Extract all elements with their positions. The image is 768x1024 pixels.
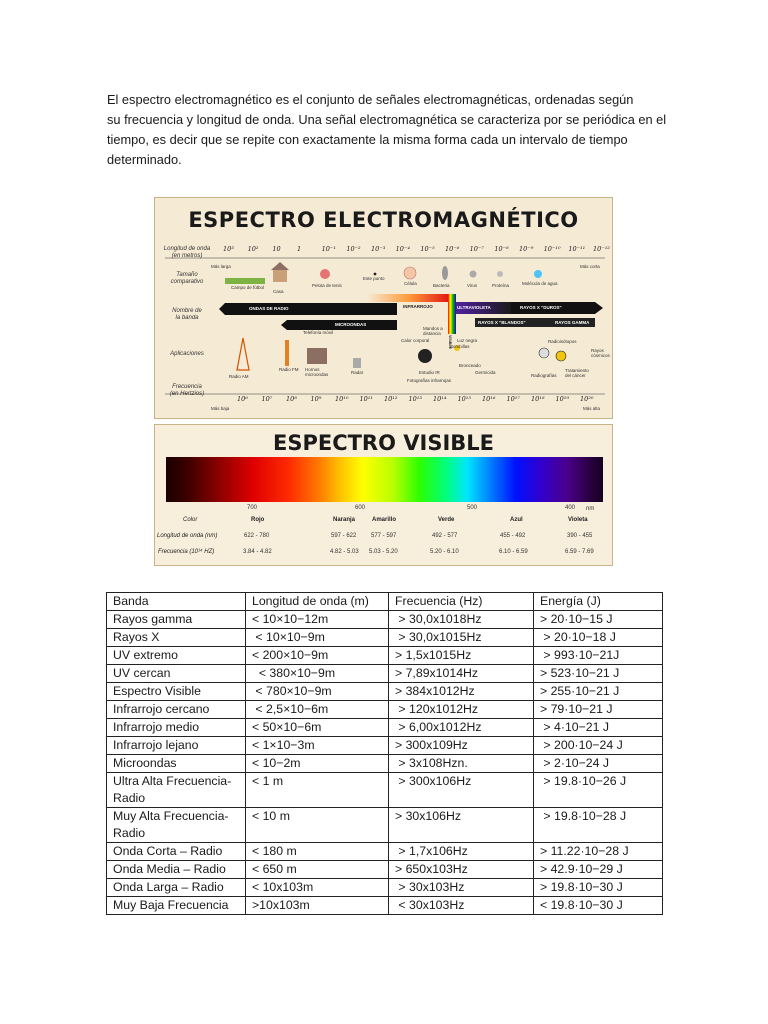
- wavelength-end-right: Más corta: [580, 264, 600, 269]
- row-label-line: Tamaño: [176, 272, 198, 278]
- table-cell: > 19.8·10−26 J: [534, 773, 663, 808]
- house-roof-icon: [271, 262, 289, 270]
- app-label: Radar: [351, 370, 364, 375]
- table-cell: > 20·10−18 J: [534, 629, 663, 647]
- header-cell: Longitud de onda (m): [246, 593, 389, 611]
- size-label: Casa: [273, 289, 284, 294]
- color-wavelength: 597 - 622: [331, 533, 357, 539]
- row-label-line: Frecuencia: [172, 384, 202, 390]
- table-cell: < 19.8·10−30 J: [534, 897, 663, 915]
- size-label: Molécula de agua: [522, 281, 558, 286]
- scale-tick: 400: [565, 505, 576, 511]
- em-figure-title: ESPECTRO ELECTROMAGNÉTICO: [188, 208, 579, 232]
- table-cell: > 200·10−24 J: [534, 737, 663, 755]
- app-label: Mandos a distancia: [423, 326, 443, 336]
- table-cell: < 1×10−3m: [246, 737, 389, 755]
- header-cell: Energía (J): [534, 593, 663, 611]
- bacteria-icon: [442, 266, 448, 280]
- frequency-tick-label: 10¹⁸: [531, 395, 545, 403]
- wavelength-tick-label: 10⁻⁹: [519, 245, 534, 253]
- app-label: Tratamiento del cáncer: [565, 368, 589, 378]
- band-radio: ONDAS DE RADIO: [249, 306, 289, 311]
- table-cell: > 30,0x1015Hz: [389, 629, 534, 647]
- color-name: Naranja: [333, 517, 356, 523]
- color-frequency: 3.84 - 4.82: [243, 549, 272, 555]
- table-row: [107, 755, 663, 773]
- header-cell: Frecuencia (Hz): [389, 593, 534, 611]
- color-wavelength: 455 - 492: [500, 533, 526, 539]
- table-cell: Espectro Visible: [107, 683, 246, 701]
- color-frequency: 6.10 - 6.59: [499, 549, 528, 555]
- table-cell: > 300x109Hz: [389, 737, 534, 755]
- wavelength-tick-label: 10⁻¹²: [593, 245, 610, 253]
- table-cell: > 650x103Hz: [389, 861, 534, 879]
- row-label-line: Aplicaciones: [170, 351, 204, 357]
- row-label-apps: [157, 351, 217, 358]
- header-cell: Banda: [107, 593, 246, 611]
- frequency-tick-label: 10¹⁵: [457, 395, 471, 403]
- fm-antenna-icon: [285, 340, 289, 366]
- row-label-wavelength-nm: Longitud de onda (nm): [157, 533, 218, 539]
- table-row: [107, 629, 663, 647]
- tennis-ball-icon: [320, 269, 330, 279]
- table-cell: > 300x106Hz: [389, 773, 534, 808]
- app-label: Telefonía móvil: [303, 330, 334, 335]
- table-cell: < 1 m: [246, 773, 389, 808]
- wavelength-tick-label: 10⁻³: [371, 245, 386, 253]
- scale-unit: nm: [586, 506, 595, 512]
- row-label-line: Nombre de: [172, 308, 202, 314]
- app-label: Radiografías: [531, 373, 557, 378]
- size-label: Virus: [467, 283, 478, 288]
- app-label: Germicida: [475, 370, 496, 375]
- water-molecule-icon: [534, 270, 542, 278]
- table-cell: >10x103m: [246, 897, 389, 915]
- table-row: [107, 701, 663, 719]
- scale-tick: 500: [467, 505, 478, 511]
- color-name: Violeta: [568, 517, 588, 523]
- table-cell: > 6,00x1012Hz: [389, 719, 534, 737]
- color-name: Rojo: [251, 517, 265, 523]
- table-cell: > 19.8·10−30 J: [534, 879, 663, 897]
- table-cell: > 120x1012Hz: [389, 701, 534, 719]
- table-cell: < 50×10−6m: [246, 719, 389, 737]
- dot-icon: [374, 273, 377, 276]
- wavelength-tick-label: 1: [297, 245, 302, 253]
- frequency-tick-label: 10¹⁷: [506, 395, 520, 403]
- table-cell: < 30x103Hz: [389, 897, 534, 915]
- table-cell: > 30,0x1018Hz: [389, 611, 534, 629]
- table-cell: Ultra Alta Frecuencia-Radio: [107, 773, 246, 808]
- table-cell: > 384x1012Hz: [389, 683, 534, 701]
- row-label-line: (en metros): [171, 253, 203, 259]
- table-cell: Onda Larga – Radio: [107, 879, 246, 897]
- band-visible: VISIBLE: [448, 335, 452, 349]
- frequency-tick-label: 10¹⁰: [335, 395, 349, 403]
- wavelength-tick-label: 10³: [223, 245, 234, 253]
- table-cell: UV extremo: [107, 647, 246, 665]
- table-cell: < 180 m: [246, 843, 389, 861]
- table-cell: < 200×10−9m: [246, 647, 389, 665]
- protein-icon: [497, 271, 503, 277]
- table-row: [107, 861, 663, 879]
- wavelength-tick-label: 10⁻²: [346, 245, 361, 253]
- app-label: Radio AM: [229, 374, 249, 379]
- frequency-end-left: Más baja: [211, 406, 230, 411]
- size-label: Este punto: [363, 276, 385, 281]
- scale-tick: 600: [355, 505, 366, 511]
- color-wavelength: 492 - 577: [432, 533, 458, 539]
- band-ultraviolet: ULTRAVIOLETA: [457, 305, 491, 310]
- table-cell: < 380×10−9m: [246, 665, 389, 683]
- color-name: Azul: [510, 517, 523, 523]
- wavelength-tick-label: 10⁻⁷: [469, 245, 484, 253]
- table-row: [107, 879, 663, 897]
- wavelength-tick-label: 10⁻¹: [321, 245, 336, 253]
- frequency-tick-label: 10²⁰: [580, 395, 594, 403]
- band-infrared: INFRARROJO: [403, 304, 433, 309]
- wavelength-tick-label: 10⁻¹⁰: [543, 245, 561, 253]
- radiography-icon: [539, 348, 549, 358]
- visible-spectrum-figure: [154, 424, 613, 566]
- frequency-tick-label: 10⁷: [261, 395, 273, 403]
- intro-paragraph: [107, 90, 667, 170]
- radar-icon: [353, 358, 361, 368]
- wavelength-end-left: Más larga: [211, 264, 231, 269]
- table-cell: > 993·10−21J: [534, 647, 663, 665]
- visible-spectrum-bar: [166, 457, 603, 502]
- table-cell: < 10x103m: [246, 879, 389, 897]
- frequency-tick-label: 10⁸: [286, 395, 297, 403]
- table-cell: Rayos gamma: [107, 611, 246, 629]
- row-label-line: la banda: [175, 315, 199, 321]
- table-cell: < 650 m: [246, 861, 389, 879]
- table-cell: < 780×10−9m: [246, 683, 389, 701]
- bands-table: [106, 592, 663, 915]
- row-label-size: [157, 272, 217, 286]
- wavelength-tick-label: 10⁻⁵: [420, 245, 435, 253]
- table-cell: > 11.22·10−28 J: [534, 843, 663, 861]
- table-cell: > 1,5x1015Hz: [389, 647, 534, 665]
- table-cell: Infrarrojo cercano: [107, 701, 246, 719]
- table-cell: > 2·10−24 J: [534, 755, 663, 773]
- table-row: [107, 611, 663, 629]
- row-label-line: (en Hertzios): [169, 391, 205, 397]
- table-row: [107, 897, 663, 915]
- table-row: [107, 719, 663, 737]
- visible-spectrum-table: [155, 503, 612, 563]
- band-microwave: MICROONDAS: [335, 322, 367, 327]
- intro-line: su frecuencia y longitud de onda. Una señal electromagnética se caracteriza por se periódica en el: [107, 112, 667, 127]
- row-label-line: Longitud de onda: [163, 246, 211, 252]
- app-label: Hornos microondas: [305, 367, 329, 377]
- intro-line: determinado.: [107, 152, 182, 167]
- table-cell: Infrarrojo medio: [107, 719, 246, 737]
- visible-figure-title: ESPECTRO VISIBLE: [272, 431, 494, 455]
- table-row: [107, 843, 663, 861]
- intro-line: tiempo, es decir que se repite con exactamente la misma forma cada un intervalo de tiempo: [107, 132, 628, 147]
- virus-icon: [470, 271, 477, 278]
- app-label: Estudio IR: [419, 370, 440, 375]
- frequency-tick-label: 10¹⁹: [555, 395, 569, 403]
- band-gamma: RAYOS GAMMA: [555, 320, 590, 325]
- table-cell: > 20·10−15 J: [534, 611, 663, 629]
- em-spectrum-figure: [154, 197, 613, 419]
- size-label: Pelota de tenis: [312, 283, 342, 288]
- color-wavelength: 390 - 455: [567, 533, 593, 539]
- app-label: Rayos cósmicos: [591, 348, 610, 358]
- frequency-tick-label: 10¹⁴: [433, 395, 447, 403]
- ir-band-bar: [367, 294, 451, 302]
- frequency-tick-label: 10¹²: [384, 395, 398, 403]
- table-cell: < 10×10−9m: [246, 629, 389, 647]
- wavelength-tick-label: 10⁻⁶: [445, 245, 460, 253]
- table-cell: > 4·10−21 J: [534, 719, 663, 737]
- table-cell: > 42.9·10−29 J: [534, 861, 663, 879]
- table-row: [107, 808, 663, 843]
- am-tower-icon: [237, 338, 249, 370]
- table-cell: > 30x103Hz: [389, 879, 534, 897]
- table-cell: < 10−2m: [246, 755, 389, 773]
- microwave-oven-icon: [307, 348, 327, 364]
- table-cell: < 10 m: [246, 808, 389, 843]
- table-cell: Muy Baja Frecuencia: [107, 897, 246, 915]
- wavelength-tick-label: 10⁻⁴: [395, 245, 410, 253]
- bands-table-body: [107, 593, 663, 915]
- house-icon: [273, 270, 287, 282]
- wavelength-tick-label: 10²: [247, 245, 259, 253]
- table-cell: > 1,7x106Hz: [389, 843, 534, 861]
- size-label: Proteína: [492, 283, 510, 288]
- size-label: Campo de fútbol: [231, 285, 265, 290]
- app-label: Luz negra: [457, 338, 478, 343]
- frequency-end-right: Más alta: [583, 406, 601, 411]
- table-cell: Onda Corta – Radio: [107, 843, 246, 861]
- wavelength-tick-label: 10⁻⁸: [494, 245, 509, 253]
- table-cell: Muy Alta Frecuencia-Radio: [107, 808, 246, 843]
- wavelength-tick-label: 10: [272, 245, 281, 253]
- table-row: [107, 737, 663, 755]
- color-wavelength: 577 - 597: [371, 533, 397, 539]
- scale-tick: 700: [247, 505, 258, 511]
- app-label: Bombillas: [450, 344, 470, 349]
- body-heat-icon: [418, 349, 432, 363]
- table-cell: Onda Media – Radio: [107, 861, 246, 879]
- color-frequency: 5.03 - 5.20: [369, 549, 398, 555]
- frequency-tick-label: 10¹¹: [359, 395, 373, 403]
- table-row: [107, 773, 663, 808]
- table-cell: > 523·10−21 J: [534, 665, 663, 683]
- row-label-frequency: Frecuencia (10¹⁴ HZ): [158, 549, 215, 555]
- wavelength-tick-label: 10⁻¹¹: [568, 245, 586, 253]
- table-cell: < 10×10−12m: [246, 611, 389, 629]
- color-name: Amarillo: [372, 517, 397, 523]
- table-header-row: [107, 593, 663, 611]
- football-field-icon: [225, 278, 265, 284]
- color-frequency: 4.82 - 5.03: [330, 549, 359, 555]
- visible-band-bar: [448, 294, 456, 334]
- band-xray-soft: RAYOS X "BLANDOS": [478, 320, 526, 325]
- color-name: Verde: [438, 517, 455, 523]
- app-label: Radio FM: [279, 367, 299, 372]
- table-cell: > 7,89x1014Hz: [389, 665, 534, 683]
- row-label-band: [157, 308, 217, 322]
- color-frequency: 6.59 - 7.69: [565, 549, 594, 555]
- frequency-tick-label: 10⁹: [310, 395, 322, 403]
- color-frequency: 5.20 - 6.10: [430, 549, 459, 555]
- table-row: [107, 647, 663, 665]
- frequency-tick-label: 10¹⁶: [482, 395, 496, 403]
- size-label: Célula: [404, 281, 417, 286]
- table-row: [107, 665, 663, 683]
- row-label-wavelength: [157, 246, 217, 260]
- app-label: Radioisótopos: [548, 339, 577, 344]
- app-label: Fotografías infrarrojas: [407, 378, 452, 383]
- table-cell: > 79·10−21 J: [534, 701, 663, 719]
- table-cell: < 2,5×10−6m: [246, 701, 389, 719]
- table-cell: Infrarrojo lejano: [107, 737, 246, 755]
- intro-line: El espectro electromagnético es el conjunto de señales electromagnéticas, ordenadas según: [107, 92, 634, 107]
- color-wavelength: 622 - 780: [244, 533, 270, 539]
- table-row: [107, 683, 663, 701]
- table-cell: > 255·10−21 J: [534, 683, 663, 701]
- row-label-line: comparativo: [170, 279, 204, 285]
- size-label: Bacteria: [433, 283, 450, 288]
- radio-band-arrow: [219, 303, 397, 315]
- radiation-icon: [556, 351, 566, 361]
- table-cell: > 19.8·10−28 J: [534, 808, 663, 843]
- row-label-color: Color: [183, 517, 198, 523]
- frequency-tick-label: 10¹³: [408, 395, 422, 403]
- row-label-freq: [157, 384, 217, 398]
- table-cell: Microondas: [107, 755, 246, 773]
- table-cell: > 3x108Hzn.: [389, 755, 534, 773]
- band-xray-hard: RAYOS X "DUROS": [520, 305, 562, 310]
- app-label: Calor corporal: [401, 338, 430, 343]
- cell-icon: [404, 267, 416, 279]
- table-cell: UV cercan: [107, 665, 246, 683]
- app-label: Bronceado: [459, 363, 481, 368]
- frequency-tick-label: 10⁶: [237, 395, 248, 403]
- table-cell: > 30x106Hz: [389, 808, 534, 843]
- table-cell: Rayos X: [107, 629, 246, 647]
